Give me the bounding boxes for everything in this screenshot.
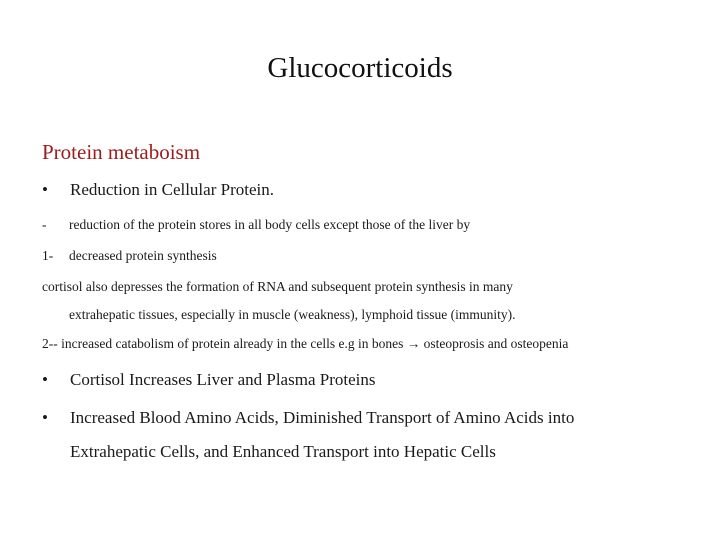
dash-item-protein-stores [42,215,470,235]
bullet-marker: • [42,180,48,199]
numbered-item-1 [42,246,217,266]
bullet-reduction-cellular-protein [42,178,274,202]
dash-marker: - [42,217,47,232]
number-marker: 1- [42,248,54,263]
bullet-marker: • [42,370,48,389]
bullet-text: Reduction in Cellular Protein. [70,180,274,199]
bullet-continuation: Extrahepatic Cells, and Enhanced Transport into Hepatic Cells [70,442,496,461]
bullet-marker: • [42,408,48,427]
numbered-item-2: 2-- increased catabolism of protein already in the cells e.g in bones → osteoprosis and osteopenia [42,336,569,351]
dash-text: reduction of the protein stores in all body cells except those of the liver by [69,217,471,232]
bullet-text: Cortisol Increases Liver and Plasma Proteins [70,370,376,389]
bullet-blood-amino-acids [42,406,574,430]
paragraph-line-1: cortisol also depresses the formation of RNA and subsequent protein synthesis in many [42,279,513,294]
paragraph-line-2: extrahepatic tissues, especially in muscle (weakness), lymphoid tissue (immunity). [69,307,516,322]
bullet-text: Increased Blood Amino Acids, Diminished Transport of Amino Acids into [70,408,575,427]
numbered-text: decreased protein synthesis [69,248,217,263]
slide-title: Glucocorticoids [267,52,453,84]
bullet-liver-plasma-proteins [42,368,375,392]
section-heading: Protein metaboism [42,140,201,164]
